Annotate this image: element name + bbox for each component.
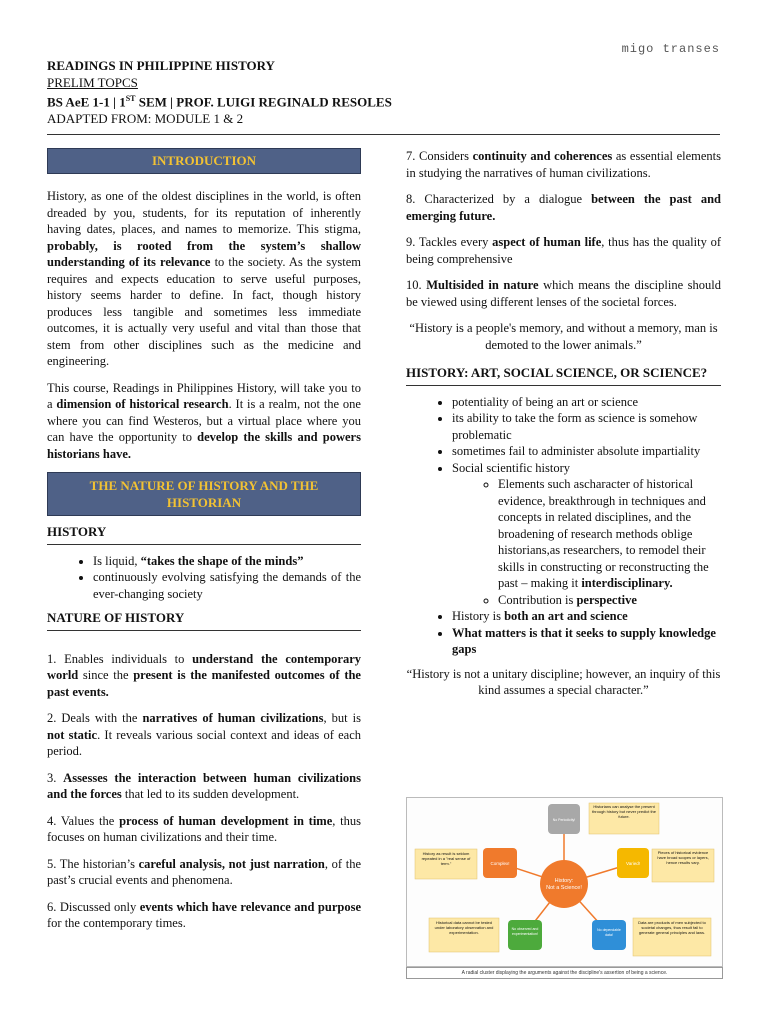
node-left-label: Complex! [490,861,510,866]
nature-item-10: 10. Multisided in nature which means the discipline should be viewed using different lenses of the societal forces. [406,278,722,309]
intro-paragraph-2: This course, Readings in Philippines History, will take you to a dimension of historical research. It is a realm, not the one where you can find Westeros, but a virtual place where you can have the opportunity to develop the skills and powers historians have. [47,380,361,461]
node-bottom-left-label: No observed and experimentation! [511,927,539,936]
author-name: migo transes [621,42,720,56]
list-item: • its ability to take the form as science is somehow problematic [452,410,721,443]
nature-item-3: 3. Assesses the interaction between human civilizations and the forces that led to its sudden development. [47,770,362,801]
node-right-label: Varied! [626,861,640,866]
prelim-label: PRELIM TOPCS [47,74,138,90]
left-column [47,148,361,942]
list-item: • Social scientific history ◦ Elements such ascharacter of historical evidence, breakthrough in techniques and concepts in related disciplines, and the broadening of research methods oblige historians,as researchers, to remodel their skills in constructing or reconstructing the past – making it interdisciplinary. ◦ Contribution is perspective [452,460,721,609]
list-item: • History is both an art and science [452,608,721,625]
list-item: • continuously evolving satisfying the demands of the ever-changing society [93,569,361,602]
art-science-list [406,394,721,658]
adapted-from: ADAPTED FROM: MODULE 1 & 2 [47,110,244,126]
right-column [406,148,721,711]
note-bottom-right-text: Data are products of men subjected to societal changes, thus result fail to generate general principles and laws. [638,920,706,935]
diagram-caption: A radial cluster displaying the arguments against the discipline's assertion of being a science. [406,967,723,979]
node-top-label: No Periodicity! [552,818,576,822]
nature-heading: NATURE OF HISTORY [47,610,185,625]
note-top-text: Historians can analyse the present through history but never predict the future. [591,804,657,819]
history-list [47,553,361,603]
nature-item-6: 6. Discussed only events which have relevance and purpose for the contemporary times. [47,899,361,930]
class-info: BS AeE 1-1 | 1ST SEM | PROF. LUIGI REGINALD RESOLES [47,94,392,110]
radial-cluster-diagram [406,797,723,967]
center-node-label: History: Not a Science! [546,878,582,891]
quote-unitary: “History is not a unitary discipline; however, an inquiry of this kind assumes a special character.” [406,666,721,697]
section-bar-introduction: INTRODUCTION [47,148,361,174]
intro-paragraph-1: History, as one of the oldest disciplines in the world, is often dreaded by you, students, for its reputation of inherently having dates, places, and names to memorize. This stigma, probably, is rooted from the system’s shallow understanding of its relevance to the society. As the system requires and expects education to serve useful purposes, history seems harder to define. In fact, though history produces less tangible and sometimes less immediate outcomes, it is actually very useful and vital than those that stem from other disciplines such as the medicine and engineering. [47,189,361,368]
list-item: ◦ Contribution is perspective [498,592,721,609]
divider [47,544,361,545]
node-bottom-right-label: No dependable data! [597,928,621,937]
divider [406,385,721,386]
art-science-heading: HISTORY: ART, SOCIAL SCIENCE, OR SCIENCE? [406,365,708,380]
nature-item-1: 1. Enables individuals to understand the contemporary world since the present is the manifested outcomes of the past events. [47,651,361,699]
nature-item-7: 7. Considers continuity and coherences as essential elements in studying the narratives of human civilizations. [406,149,721,180]
note-bottom-left-text: Historical data cannot be tested under laboratory observation and experimentation. [434,920,494,935]
list-item: • potentiality of being an art or science [452,394,721,411]
nature-item-5: 5. The historian’s careful analysis, not just narration, of the past’s crucial events and phenomena. [47,856,362,887]
nature-item-8: 8. Characterized by a dialogue between the past and emerging future. [406,192,721,223]
list-item: • Is liquid, “takes the shape of the minds” [93,553,361,570]
document-header [47,58,392,127]
list-item: • sometimes fail to administer absolute impartiality [452,443,721,460]
center-node [540,860,588,908]
quote-memory: “History is a people's memory, and without a memory, man is demoted to the lower animals.” [409,321,718,352]
course-title: READINGS IN PHILIPPINE HISTORY [47,58,275,73]
divider [47,630,361,631]
note-right-text: Pieces of historical evidence have broad scopes or layers, hence results vary. [657,850,709,865]
header-divider [47,134,720,135]
nature-item-9: 9. Tackles every aspect of human life, thus has the quality of being comprehensive [406,235,721,266]
nature-item-4: 4. Values the process of human development in time, thus focuses on human civilizations and their time. [47,813,361,844]
history-heading: HISTORY [47,524,107,539]
note-left-text: History as result is seldom repeated in a "real sense of term." [421,851,471,866]
list-item: • What matters is that it seeks to supply knowledge gaps [452,625,721,658]
sub-list [452,476,721,608]
section-bar-nature: THE NATURE OF HISTORY AND THE HISTORIAN [47,472,361,516]
diagram-svg [407,798,722,966]
list-item: ◦ Elements such ascharacter of historical evidence, breakthrough in techniques and concepts in related disciplines, and the broadening of research methods oblige historians,as researchers, to remodel their skills in constructing or reconstructing the past – making it interdisciplinary. [498,476,721,592]
nature-item-2: 2. Deals with the narratives of human civilizations, but is not static. It reveals various social context and ideas of each period. [47,711,362,758]
